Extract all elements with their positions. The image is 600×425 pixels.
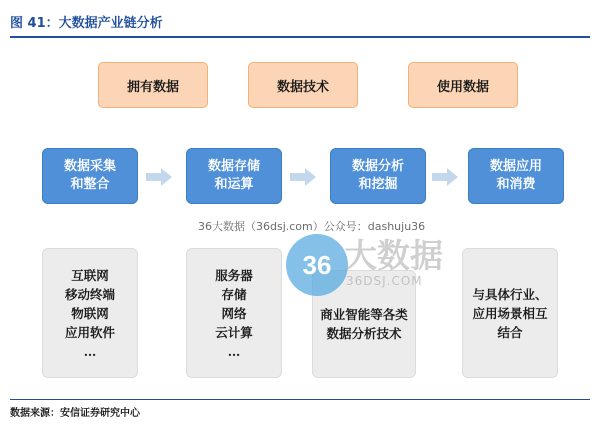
- stage-line-2: 和挖掘: [358, 177, 398, 192]
- stage-line-1: 数据存储: [207, 159, 260, 174]
- stage-line-1: 数据应用: [489, 159, 542, 174]
- stage-box-application: [468, 148, 564, 204]
- detail-box-storage: [186, 248, 282, 378]
- detail-box-collection: [42, 248, 138, 378]
- detail-box-application: [462, 248, 558, 378]
- detail-line: 应用软件: [64, 324, 115, 340]
- footer-divider: [10, 399, 590, 419]
- top-box-own-data: 拥有数据: [98, 62, 208, 108]
- stage-box-collection: [42, 148, 138, 204]
- stage-box-storage: [186, 148, 282, 204]
- stage-line-2: 和整合: [70, 177, 110, 192]
- detail-line: 云计算: [215, 324, 253, 340]
- detail-line: 与具体行业、应用场景相互结合: [472, 286, 548, 340]
- top-box-data-tech: 数据技术: [248, 62, 358, 108]
- watermark-caption: 36大数据（36dsj.com）公众号：dashuju36: [198, 220, 426, 233]
- stage-line-2: 和消费: [496, 177, 536, 192]
- source-note: 数据来源：安信证券研究中心: [10, 408, 140, 419]
- watermark-domain-text: 36DSJ.COM: [346, 274, 423, 288]
- detail-line: 移动终端: [64, 286, 115, 302]
- detail-line: 互联网: [71, 267, 109, 283]
- detail-line: 网络: [221, 305, 247, 321]
- detail-line: 物联网: [71, 305, 109, 321]
- arrow-right-icon: [432, 168, 458, 186]
- page-title: 图 41：大数据产业链分析: [10, 16, 163, 31]
- top-box-use-data: 使用数据: [408, 62, 518, 108]
- stage-line-1: 数据分析: [351, 159, 404, 174]
- detail-line: 服务器: [215, 267, 253, 283]
- detail-line: 存储: [221, 286, 247, 302]
- stage-line-2: 和运算: [214, 177, 254, 192]
- detail-box-analysis: [312, 270, 416, 378]
- detail-line: …: [227, 343, 241, 359]
- watermark-circle-36: 36: [286, 234, 348, 296]
- detail-line: 商业智能等各类数据分析技术: [320, 307, 408, 341]
- arrow-right-icon: [290, 168, 316, 186]
- stage-box-analysis: [330, 148, 426, 204]
- title-divider: [10, 12, 590, 38]
- arrow-right-icon: [146, 168, 172, 186]
- stage-line-1: 数据采集: [63, 159, 116, 174]
- detail-line: …: [83, 343, 97, 359]
- watermark-brand-text: 大数据: [344, 236, 443, 275]
